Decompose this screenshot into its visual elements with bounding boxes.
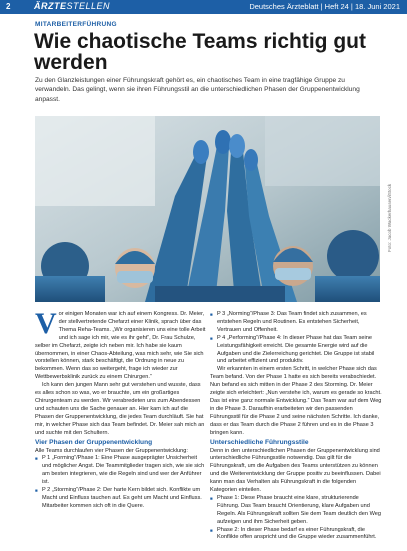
- brand-logo: ÄRZTESTELLEN: [34, 1, 111, 11]
- bullet-item: ■ P 4 „Performing“/Phase 4: In dieser Phase hat das Team seine Leistungsfähigkeit erreicht. Die gesamte Energie wird auf die Aufgaben und die Zielerreichung gerichtet. Die Gruppe ist stabil und arbeitet effizient und produktiv.: [210, 335, 382, 367]
- photo-credit: Foto: Jacob Wackerhausen/iStock: [387, 183, 392, 252]
- paragraph: Vor einigen Monaten war ich auf einem Kongress. Dr. Meier, der stellvertretende Chefarzt einer Klinik, sprach über das Thema Reha-Teams. „Wir organisieren uns eine tolle Arbeit und ich sage ich mir, wie es ihr geht“, Dr. Frau Schulze, selber im Chefarzt, zeigte ich neben mir. Ich habe sie kaum übernommen, in einer Chaos-Abteilung, was mich sehr, wie Sie sich vorstellen können, stark beschäftigt, die Ordnung in neue zu bekommen. Wenn das so weitergeht, frage ich wieder zur Wettbewerbsklinik zurück zu einem Chirurgen.“: [35, 307, 206, 381]
- section-subhead: Vier Phasen der Gruppenentwicklung: [35, 438, 153, 446]
- paragraph: Ich kann den jungen Mann sehr gut verstehen und wusste, dass es alles schon so was, wo er brauchte, um ein großartiges Chirurgenteam zu werden. Wir verabredeten uns zum Abendessen und schauten uns die Sache genauer an. Hier kam ich auf die Phasen der Gruppenentwicklung, die jedes Team durchläuft. Sie hat mir, in welcher Phase sich das Team befindet. Dr. Meier sah mich an und suchte mit den Schultern.: [35, 382, 205, 436]
- bullet-item: ■ P 2 „Storming“/Phase 2: Der harte Kern bildet sich. Konflikte um Macht und Einfluss tauchen auf. Es geht um Macht und Einfluss. Mitarbeiter kommen sich oft in die Quere.: [35, 487, 207, 511]
- article-column-left: [35, 307, 207, 511]
- team-high-five-image: [35, 116, 380, 302]
- article-headline: Wie chaotische Teams richtig gut werden: [34, 30, 366, 74]
- article-column-right: [210, 311, 382, 542]
- article-lead: Zu den Glanzleistungen einer Führungskraft gehört es, ein chaotisches Team in eine tragfähige Gruppe zu verwandeln. Das gelingt, wenn sie ihren Führungsstil an die unterschiedlichen Phasen der Gruppenentwicklung anpasst.: [35, 77, 360, 103]
- section-subhead: Unterschiedliche Führungsstile: [210, 438, 309, 446]
- article-photo: [35, 116, 380, 302]
- paragraph: Wir erkannten in einem ersten Schritt, in welcher Phase sich das Team befand. Von der Phase 1 hatte es sich bereits verabschiedet. Nun befand es sich mitten in der Phase 2 des Storming. Dr. Meier zeigte sich erleichtert: „Nun verstehe ich, warum es gerade so kracht. Das ist eine ganz normale Entwicklung.“ Das Team war auf dem Weg in die Phase 3. Daraufhin erarbeiteten wir den passenden Führungsstil für die Phase 2 und seine nächsten Schritte. Ich danke, dass er das Team durch die Phase 2 führen und es in die Phase 3 bringen kann.: [210, 366, 382, 436]
- drop-cap: V: [35, 307, 57, 340]
- header-bar: [0, 0, 407, 14]
- article-kicker: MITARBEITERFÜHRUNG: [35, 21, 117, 28]
- bullet-item: ■ P 3 „Norming“/Phase 3: Das Team findet sich zusammen, es entstehen Regeln und Routinen. Es entstehen Sicherheit, Vertrauen und Offenheit.: [210, 311, 382, 335]
- bullet-item: ■ Phase 1: Diese Phase braucht eine klare, strukturierende Führung. Das Team braucht Orientierung, klare Aufgaben und Regeln. Als Führungskraft sollten Sie dem Team deutlich den Weg aufzeigen und ihm Sicherheit geben.: [210, 495, 382, 527]
- bullet-item: ■ Phase 2: In dieser Phase bedarf es einer Führungskraft, die Konflikte offen anspricht und die Gruppe wieder zusammenführt.: [210, 527, 382, 543]
- paragraph: Denn in den unterschiedlichen Phasen der Gruppenentwicklung sind unterschiedliche Führungsstile notwendig. Das gilt für die Führungskraft, um die Aufgaben des Teams unterstützen zu können und die Weiterentwicklung der Gruppe positiv zu beeinflussen. Dabei kann man das Verhalten als Führungskraft in die folgenden Kategorien einteilen.: [210, 447, 381, 494]
- paragraph: Alle Teams durchlaufen vier Phasen der Gruppenentwicklung:: [35, 447, 188, 454]
- bullet-item: ■ P 1 „Forming“/Phase 1: Eine Phase ausgeprägter Unsicherheit und möglicher Angst. Die Teammitglieder tragen sich, wie sie sich am besten integrieren, wie die Regeln sind und wer der Anführer ist.: [35, 455, 207, 487]
- page-number: 2: [6, 2, 11, 11]
- issue-info: Deutsches Ärzteblatt | Heft 24 | 18. Juni 2021: [249, 2, 400, 11]
